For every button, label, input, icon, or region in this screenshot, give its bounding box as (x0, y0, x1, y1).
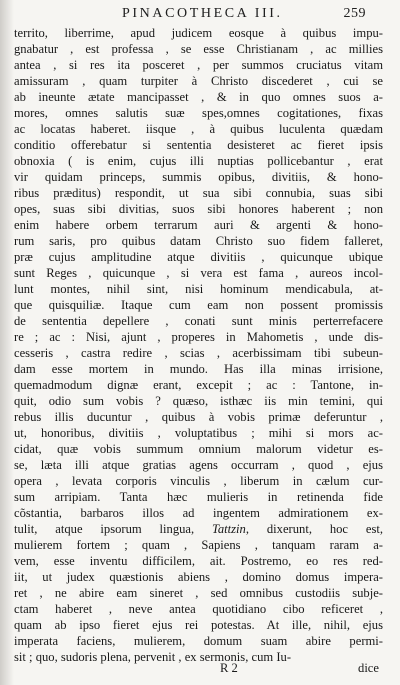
italic-word: Tattzin (212, 522, 246, 536)
text-line: sit ; quo, sudoris plena, pervenit , ex sermonis, cum Iu- (14, 650, 292, 664)
text-line: re ; ac : Nisi, ajunt , properes in Mahometis , unde dis- (14, 330, 383, 344)
text-line: obnoxia ( is enim, cujus illi nuptias pollicebantur , erat (14, 154, 383, 168)
text-line: que quisquiliæ. Itaque cum eam non possent promissis (14, 298, 383, 312)
page-number: 259 (343, 6, 366, 21)
text-line: antea , si res ita posceret , per summos cruciatus vitam (14, 58, 383, 72)
text-line: iit, ut judex quæstionis abiens , domino domus impera- (14, 570, 383, 584)
signature-mark: R 2 (220, 661, 238, 675)
text-line: opera , levata corporis vinculis , liberum in cælum cur- (14, 474, 383, 488)
text-line: de sententia depellere , conati sunt minis perterrefacere (14, 314, 383, 328)
text-line: ac locatas haberet. iisque , à quibus luculenta quædam (14, 122, 383, 136)
text-line: quam ab ipso fieret ejus rei potestas. At ille, nihil, ejus (14, 618, 383, 632)
gutter-shadow (0, 0, 14, 685)
running-title: PINACOTHECA III. (122, 6, 283, 21)
text-line: vem, esse inventu difficilem, ait. Postremo, eo res red- (14, 554, 383, 568)
page-footer (14, 661, 383, 677)
text-line: amissuram , quam turpiter à Christo discederet , cui se (14, 74, 383, 88)
text-line: territo, liberrime, apud judicem eosque à quibus impu- (14, 26, 383, 40)
text-line: sum arripiam. Tanta hæc mulieris in retinenda fide (14, 490, 383, 504)
text-line: ut, honoribus, divitiis , voluptatibus ; mihi si mors ac- (14, 426, 383, 440)
text-line: vir quidam princeps, summis opibus, divitiis, & hono- (14, 170, 383, 184)
text-line: opes, suas sibi divitias, suos sibi honores haberent ; non (14, 202, 383, 216)
text-line: cesseris , castra redire , scias , acerbissimam tibi subeun- (14, 346, 383, 360)
text-line: gnabatur , est professa , se esse Christianam , ac millies (14, 42, 383, 56)
text-line: mores, omnes salutis suæ spes,omnes cogitationes, fixas (14, 106, 383, 120)
catchword: dice (358, 661, 379, 675)
text-line: quit, odio sum vobis ? quæso, isthæc iis min temini, qui (14, 394, 383, 408)
running-header (122, 6, 366, 22)
text-line: ctam haberet , neve antea quotidiano cibo reficeret , (14, 602, 383, 616)
text-line: ret , ne abire eam sineret , sed omnibus custodiis subje- (14, 586, 383, 600)
text-line: rebus illis ducuntur , quibus à vobis primæ deferuntur , (14, 410, 383, 424)
text-line: mulierem fortem ; quam , Sapiens , tanquam raram a- (14, 538, 383, 552)
text-line: dam esse mortem in mundo. Has illa minas irrisione, (14, 362, 383, 376)
text-line: præ cujus amplitudine atque divitiis , quicunque ubique (14, 250, 383, 264)
text-line: tulit, atque ipsorum lingua, Tattzin, dixerunt, hoc est, (14, 522, 383, 536)
text-line: imperata faciens, mulierem, domum suam abire permi- (14, 634, 383, 648)
text-line: ab ineunte ætate mancipasset , & in quo omnes suos a- (14, 90, 383, 104)
text-line: sunt Reges , quicunque , si vera est fama , aureos incol- (14, 266, 383, 280)
text-line: quemadmodum dignæ erant, excepit ; ac : Tantone, in- (14, 378, 383, 392)
text-line: cõstantia, barbaros illos ad ingentem admirationem ex- (14, 506, 383, 520)
text-line: cidat, quæ vobis summum omnium malorum videtur es- (14, 442, 383, 456)
text-line: ribus præditus) respondit, ut sua sibi connubia, suas sibi (14, 186, 383, 200)
text-line: se, læta illi atque gratias agens occurram , quod , ejus (14, 458, 383, 472)
text-line: rum saris, pro quibus datam Christo suo fidem falleret, (14, 234, 383, 248)
body-text (14, 25, 383, 665)
text-line: conditio offerebatur si sententia desisteret ac fieret ipsis (14, 138, 383, 152)
text-line: lunt montes, nihil sint, nisi hominum mendicabula, at- (14, 282, 383, 296)
text-line: enim habere orbem terrarum auri & argenti & hono- (14, 218, 383, 232)
